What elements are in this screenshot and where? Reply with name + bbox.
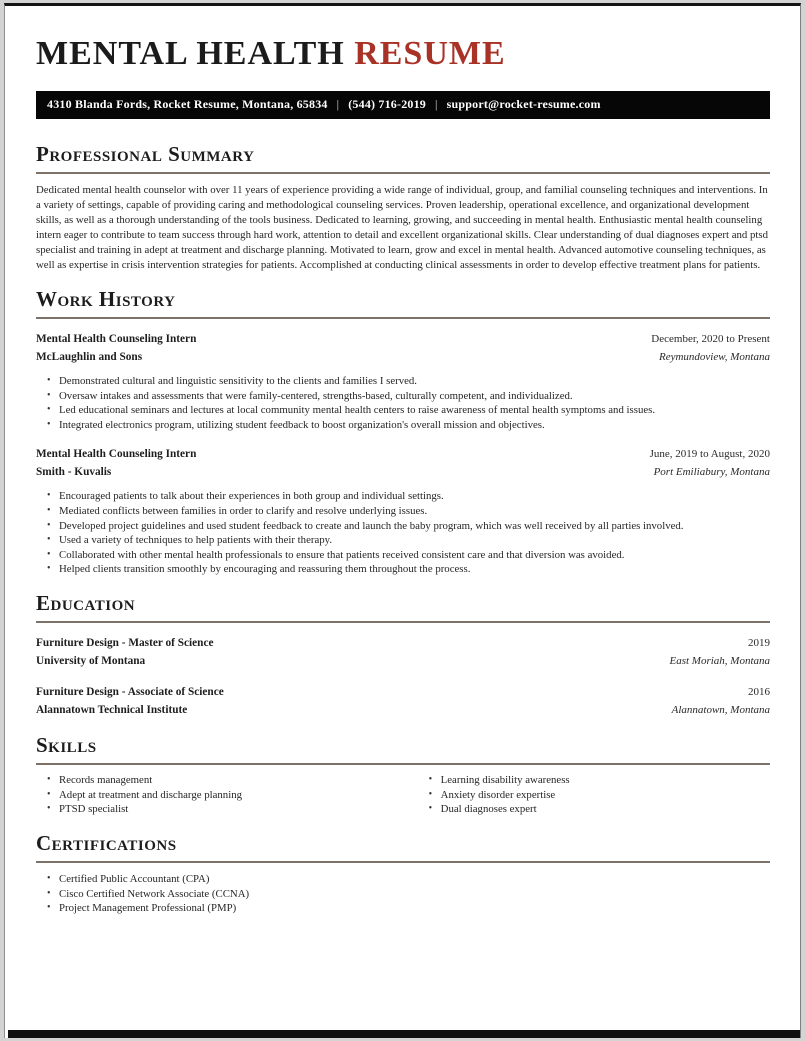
degree-year: 2016	[748, 686, 770, 699]
section-heading-summary: Professional Summary	[36, 143, 770, 174]
list-item: • Cisco Certified Network Associate (CCNA)	[47, 887, 770, 902]
list-item: • PTSD specialist	[47, 802, 418, 817]
work-entry-company-row	[36, 349, 770, 367]
education-school-row	[36, 702, 770, 720]
list-item: • Mediated conflicts between families in order to clarify and resolve underlying issues.	[47, 504, 770, 519]
resume-page	[4, 3, 801, 1038]
section-certifications	[36, 832, 770, 916]
section-work-history	[36, 288, 770, 577]
job-bullet-list	[36, 374, 770, 432]
degree-title: Furniture Design - Master of Science	[36, 637, 214, 650]
job-bullet-list	[36, 489, 770, 577]
section-heading-work: Work History	[36, 288, 770, 319]
list-item: • Integrated electronics program, utilizing student feedback to boost organization's overall mission and objectives.	[47, 418, 770, 433]
certifications-list	[36, 872, 770, 916]
list-item: • Helped clients transition smoothly by encouraging and reassuring them throughout the process.	[47, 562, 770, 577]
section-education	[36, 592, 770, 719]
work-entry	[36, 331, 770, 432]
list-item: • Certified Public Accountant (CPA)	[47, 872, 770, 887]
skills-columns	[36, 773, 770, 817]
education-entry	[36, 684, 770, 719]
page-title	[36, 35, 770, 73]
job-location: Reymundoview, Montana	[659, 350, 770, 363]
education-entry	[36, 635, 770, 670]
work-entry-company-row	[36, 464, 770, 482]
education-school-row	[36, 653, 770, 671]
contact-address: 4310 Blanda Fords, Rocket Resume, Montana, 65834	[47, 97, 328, 111]
title-accent: RESUME	[354, 35, 506, 72]
section-skills	[36, 734, 770, 817]
section-heading-skills: Skills	[36, 734, 770, 765]
list-item: • Dual diagnoses expert	[429, 802, 770, 817]
job-dates: December, 2020 to Present	[651, 333, 770, 346]
work-entry	[36, 446, 770, 577]
list-item: • Anxiety disorder expertise	[429, 788, 770, 803]
education-degree-row	[36, 635, 770, 653]
skills-list-right	[418, 773, 770, 817]
section-heading-education: Education	[36, 592, 770, 623]
job-location: Port Emiliabury, Montana	[653, 465, 770, 478]
school-name: Alannatown Technical Institute	[36, 703, 188, 716]
list-item: • Learning disability awareness	[429, 773, 770, 788]
contact-email: support@rocket-resume.com	[446, 97, 601, 111]
list-item: • Demonstrated cultural and linguistic sensitivity to the clients and families I served.	[47, 374, 770, 389]
job-title: Mental Health Counseling Intern	[36, 333, 197, 346]
list-item: • Developed project guidelines and used student feedback to create and launch the baby program, which was well received by all parties involved.	[47, 519, 770, 534]
list-item: • Records management	[47, 773, 418, 788]
job-dates: June, 2019 to August, 2020	[649, 448, 770, 461]
job-company: Smith - Kuvalis	[36, 465, 112, 478]
page-footer-bar	[8, 1030, 800, 1038]
degree-title: Furniture Design - Associate of Science	[36, 686, 224, 699]
summary-paragraph: Dedicated mental health counselor with over 11 years of experience providing a wide range of individual, group, and familial counseling techniques and interventions. In a variety of settings, capable of providing caring and methodological counseling services. Proven leadership, operational excellence, and organizational development skills, as well as a thorough understanding of the tools business. Dedicated to learning, growing, and succeeding in mental health. Enthusiastic mental health counseling intern eager to contribute to team success through hard work, attention to detail and excellent organizational skills. Clear understanding of dual diagnoses expert and ptsd specialist and training in adept at treatment and discharge planning. Motivated to learn, grow and excel in mental health. Advanced automotive counseling techniques, as well as expertise in crisis intervention strategies for patients. Accomplished at conducting clinical assessments in order to develop effective treatment plans for patients.	[36, 184, 768, 272]
list-item: • Collaborated with other mental health professionals to ensure that patients received consistent care and that diversion was avoided.	[47, 548, 770, 563]
contact-bar	[36, 91, 770, 119]
title-primary: MENTAL HEALTH	[36, 35, 345, 72]
contact-phone: (544) 716-2019	[348, 97, 427, 111]
school-location: East Moriah, Montana	[669, 654, 770, 667]
contact-separator: |	[435, 97, 438, 111]
school-location: Alannatown, Montana	[671, 703, 770, 716]
section-heading-certifications: Certifications	[36, 832, 770, 863]
list-item: • Encouraged patients to talk about their experiences in both group and individual settings.	[47, 489, 770, 504]
education-degree-row	[36, 684, 770, 702]
degree-year: 2019	[748, 637, 770, 650]
section-professional-summary	[36, 143, 770, 273]
list-item: • Used a variety of techniques to help patients with their therapy.	[47, 533, 770, 548]
job-title: Mental Health Counseling Intern	[36, 448, 197, 461]
contact-separator: |	[336, 97, 340, 111]
list-item: • Oversaw intakes and assessments that were family-centered, strengths-based, culturally competent, and individualized.	[47, 389, 770, 404]
school-name: University of Montana	[36, 654, 146, 667]
work-entry-title-row	[36, 446, 770, 464]
job-company: McLaughlin and Sons	[36, 350, 143, 363]
skills-list-left	[36, 773, 418, 817]
list-item: • Led educational seminars and lectures at local community mental health centers to raise awareness of mental health symptoms and issues.	[47, 403, 770, 418]
list-item: • Project Management Professional (PMP)	[47, 901, 770, 916]
work-entry-title-row	[36, 331, 770, 349]
list-item: • Adept at treatment and discharge planning	[47, 788, 418, 803]
